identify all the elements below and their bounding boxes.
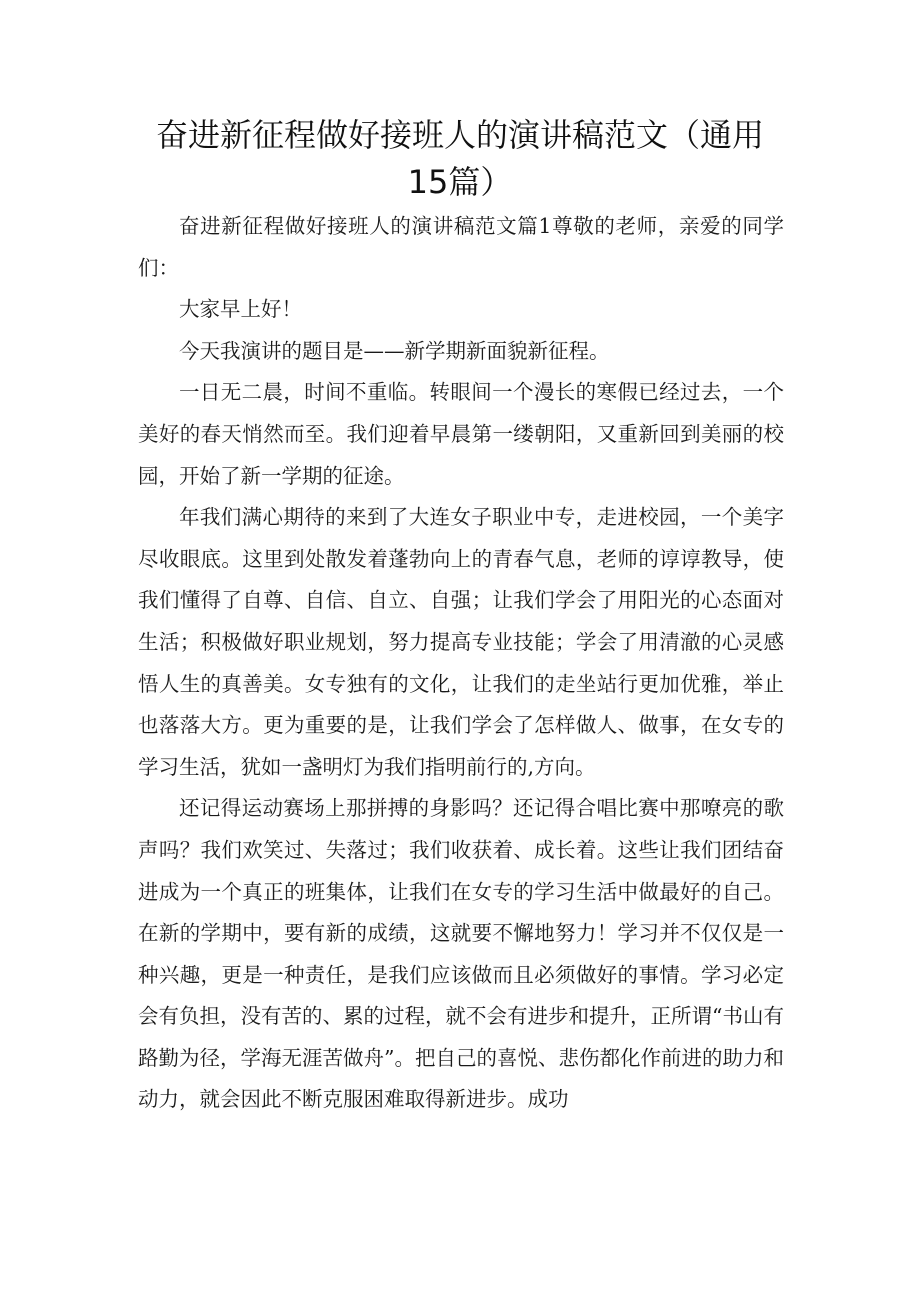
paragraph-school-life: 年我们满心期待的来到了大连女子职业中专，走进校园，一个美字尽收眼底。这里到处散发着蓬勃向上的青春气息，老师的谆谆教导，使我们懂得了自尊、自信、自立、自强；让我们学会了用阳光的心态面对生活；积极做好职业规划，努力提高专业技能；学会了用清澈的心灵感悟人生的真善美。女专独有的文化，让我们的走坐站行更加优雅，举止也落落大方。更为重要的是，让我们学会了怎样做人、做事，在女专的学习生活，犹如一盏明灯为我们指明前行的,方向。 — [138, 505, 784, 779]
document-title: 奋进新征程做好接班人的演讲稿范文（通用15篇） — [155, 116, 764, 201]
paragraph-topic: 今天我演讲的题目是——新学期新面貌新征程。 — [179, 338, 610, 363]
document-body — [138, 206, 784, 1121]
paragraph-memories: 还记得运动赛场上那拼搏的身影吗？还记得合唱比赛中那嘹亮的歌声吗？我们欢笑过、失落过；我们收获着、成长着。这些让我们团结奋进成为一个真正的班集体，让我们在女专的学习生活中做最好的自己。在新的学期中，要有新的成绩，这就要不懈地努力！学习并不仅仅是一种兴趣，更是一种责任，是我们应该做而且必须做好的事情。学习必定会有负担，没有苦的、累的过程，就不会有进步和提升，正所谓“书山有路勤为径，学海无涯苦做舟”。把自己的喜悦、悲伤都化作前进的助力和动力，就会因此不断克服困难取得新进步。成功 — [138, 796, 784, 1112]
paragraph-new-semester: 一日无二晨，时间不重临。转眼间一个漫长的寒假已经过去，一个美好的春天悄然而至。我们迎着早晨第一缕朝阳，又重新回到美丽的校园，开始了新一学期的征途。 — [138, 380, 784, 488]
paragraph-good-morning: 大家早上好！ — [179, 297, 302, 322]
paragraph-greeting: 奋进新征程做好接班人的演讲稿范文篇1尊敬的老师，亲爱的同学们： — [138, 214, 784, 280]
